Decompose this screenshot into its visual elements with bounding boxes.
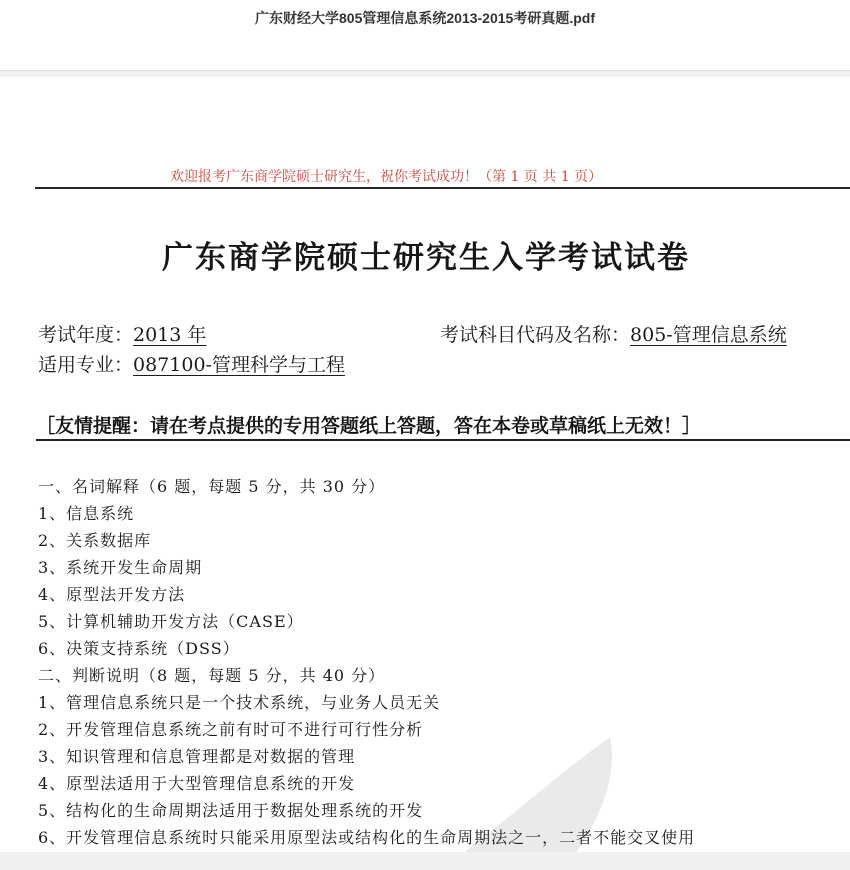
question-item: 3、系统开发生命周期 (38, 558, 203, 577)
question-item: 1、信息系统 (38, 504, 135, 523)
question-item: 4、原型法适用于大型管理信息系统的开发 (38, 774, 356, 793)
question-item: 2、关系数据库 (38, 531, 152, 550)
exam-major-label: 适用专业： (38, 354, 134, 376)
section-heading: 一、名词解释（6 题，每题 5 分，共 30 分） (38, 477, 386, 496)
exam-year-value: 2013 年 (133, 324, 207, 346)
question-item: 1、管理信息系统只是一个技术系统，与业务人员无关 (38, 693, 441, 712)
pdf-page[interactable] (0, 77, 850, 852)
header-divider (35, 187, 850, 189)
exam-major-value: 087100-管理科学与工程 (133, 354, 345, 376)
question-item: 4、原型法开发方法 (38, 585, 186, 604)
exam-year (38, 320, 206, 347)
exam-subject-value: 805-管理信息系统 (630, 324, 787, 346)
question-item: 3、知识管理和信息管理都是对数据的管理 (38, 747, 356, 766)
document-title: 广东财经大学805管理信息系统2013-2015考研真题.pdf (255, 10, 595, 26)
notice-divider (36, 439, 850, 441)
question-item: 5、计算机辅助开发方法（CASE） (38, 612, 304, 631)
question-item: 2、开发管理信息系统之前有时可不进行可行性分析 (38, 720, 424, 739)
exam-major (38, 350, 345, 377)
notice-reminder: ［友情提醒：请在考点提供的专用答题纸上答题，答在本卷或草稿纸上无效！］ (36, 415, 702, 437)
question-item: 6、开发管理信息系统时只能采用原型法或结构化的生命周期法之一，二者不能交叉使用 (38, 828, 696, 847)
question-item: 6、决策支持系统（DSS） (38, 639, 240, 658)
viewer-header (0, 0, 850, 71)
welcome-banner: 欢迎报考广东商学院硕士研究生，祝你考试成功！（第 1 页 共 1 页） (170, 169, 603, 185)
exam-subject-label: 考试科目代码及名称： (440, 324, 631, 346)
question-item: 5、结构化的生命周期法适用于数据处理系统的开发 (38, 801, 424, 820)
section-heading: 二、判断说明（8 题，每题 5 分，共 40 分） (38, 666, 386, 685)
exam-title: 广东商学院硕士研究生入学考试试卷 (162, 240, 690, 276)
exam-subject (440, 320, 787, 347)
exam-year-label: 考试年度： (38, 324, 134, 346)
